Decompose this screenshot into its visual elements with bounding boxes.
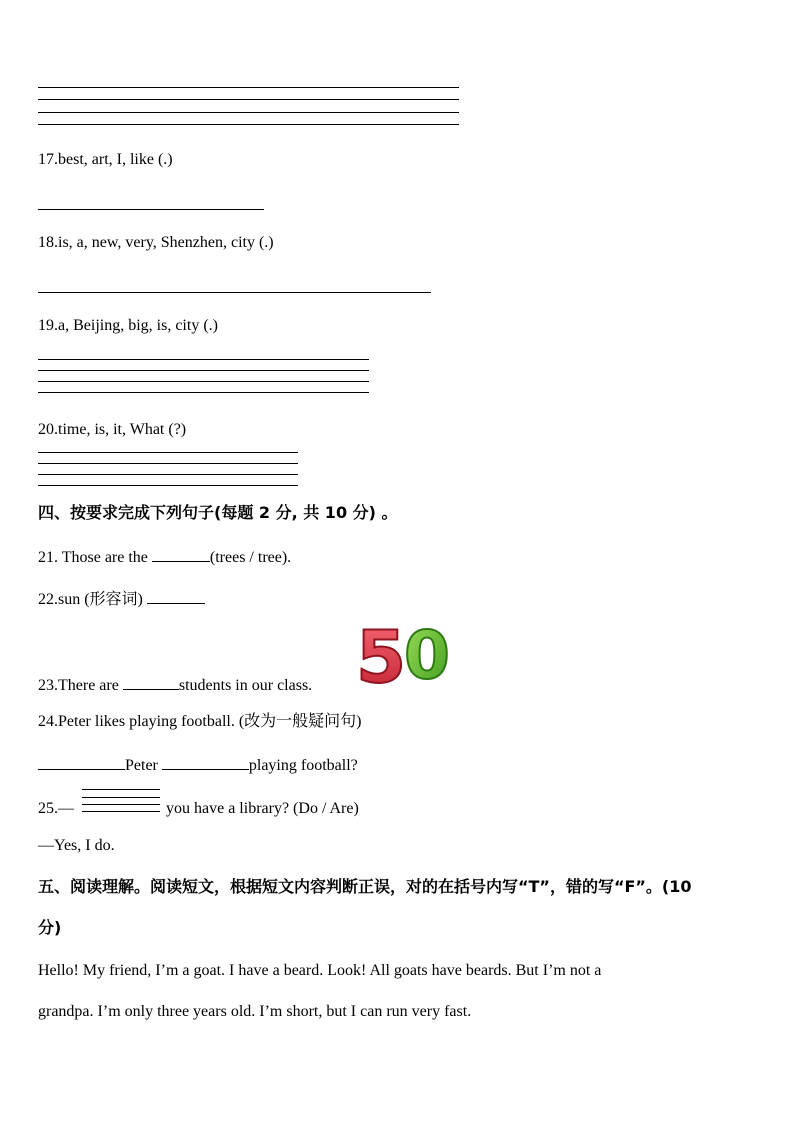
digit-zero: 0 bbox=[404, 622, 450, 690]
answer-line[interactable] bbox=[38, 474, 298, 475]
question-24-answer: Peter playing football? bbox=[38, 753, 358, 776]
question-19: 19.a, Beijing, big, is, city (.) bbox=[38, 317, 218, 334]
question-25: 25.— you have a library? (Do / Are) bbox=[38, 800, 359, 817]
question-25-answer: —Yes, I do. bbox=[38, 837, 115, 854]
section-5-heading-cont: 分) bbox=[38, 918, 62, 937]
answer-line bbox=[38, 124, 459, 125]
answer-line bbox=[38, 112, 459, 113]
digit-five: 5 bbox=[356, 622, 407, 690]
blank[interactable] bbox=[162, 753, 249, 770]
question-21: 21. Those are the (trees / tree). bbox=[38, 545, 291, 568]
blank[interactable] bbox=[123, 673, 179, 690]
reading-passage-line: grandpa. I’m only three years old. I’m short, but I can run very fast. bbox=[38, 1003, 472, 1020]
question-18: 18.is, a, new, very, Shenzhen, city (.) bbox=[38, 234, 274, 251]
number-fifty-image bbox=[354, 622, 458, 690]
question-20: 20.time, is, it, What (?) bbox=[38, 421, 187, 438]
answer-line[interactable] bbox=[38, 381, 369, 382]
answer-line[interactable] bbox=[38, 485, 298, 486]
answer-line bbox=[38, 87, 459, 88]
answer-line[interactable] bbox=[82, 804, 160, 805]
blank[interactable] bbox=[38, 753, 125, 770]
question-22: 22.sun (形容词) bbox=[38, 587, 205, 610]
answer-line bbox=[38, 99, 459, 100]
answer-line[interactable] bbox=[38, 359, 369, 360]
blank[interactable] bbox=[147, 587, 205, 604]
answer-line[interactable] bbox=[38, 370, 369, 371]
answer-line[interactable] bbox=[38, 463, 298, 464]
answer-line[interactable] bbox=[82, 797, 160, 798]
answer-line[interactable] bbox=[38, 392, 369, 393]
answer-line[interactable] bbox=[38, 452, 298, 453]
answer-line[interactable] bbox=[38, 292, 431, 293]
question-24: 24.Peter likes playing football. (改为一般疑问句) bbox=[38, 713, 362, 730]
question-17: 17.best, art, I, like (.) bbox=[38, 151, 173, 168]
answer-line[interactable] bbox=[82, 789, 160, 790]
answer-line[interactable] bbox=[82, 811, 160, 812]
section-5-heading: 五、阅读理解。阅读短文，根据短文内容判断正误，对的在括号内写“T”，错的写“F”。(10 bbox=[38, 877, 692, 896]
blank[interactable] bbox=[152, 545, 210, 562]
answer-line[interactable] bbox=[38, 209, 264, 210]
reading-passage-line: Hello! My friend, I’m a goat. I have a beard. Look! All goats have beards. But I’m not a bbox=[38, 962, 602, 979]
section-4-heading: 四、按要求完成下列句子(每题 2 分, 共 10 分) 。 bbox=[38, 503, 398, 522]
question-23: 23.There are students in our class. bbox=[38, 673, 312, 696]
